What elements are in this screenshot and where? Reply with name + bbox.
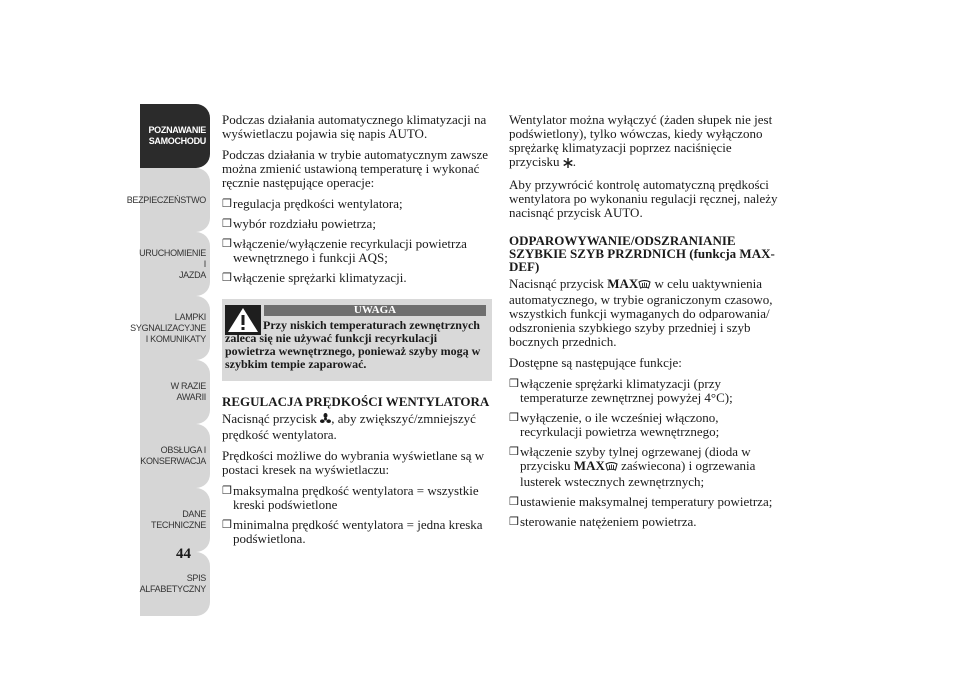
list-item: ❒ włączenie sprężarki klimatyzacji. <box>222 270 407 285</box>
list-item: ❒ sterowanie natężeniem powietrza. <box>509 514 697 529</box>
paragraph: Prędkości możliwe do wybrania wyświetlane są w postaci kresek na wyświetlaczu: <box>222 448 485 477</box>
section-heading: ODPAROWYWANIE/ODSZRANIANIE SZYBKIE SZYB PRZRDNICH (funkcja MAX-DEF) <box>509 233 775 274</box>
bullet-icon: ❒ <box>509 412 519 424</box>
paragraph: Podczas działania automatycznego klimatyzacji na wyświetlaczu pojawia się napis AUTO. <box>222 112 487 141</box>
section-heading: REGULACJA PRĘDKOŚCI WENTYLATORA <box>222 394 490 409</box>
bullet-icon: ❒ <box>222 485 232 497</box>
warning-box <box>222 299 492 381</box>
fan-icon <box>320 413 331 428</box>
tab-uruchomienie-i-jazda[interactable]: URUCHOMIENIE I JAZDA <box>140 232 210 296</box>
paragraph: Aby przywrócić kontrolę automatyczną prędkości wentylatora po wykonaniu regulacji ręcznej, należy nacisnąć przycisk AUTO. <box>509 177 778 220</box>
list-item: ❒ włączenie sprężarki klimatyzacji (przy temperaturze zewnętrznej powyżej 4°C); <box>509 376 733 405</box>
bullet-icon: ❒ <box>222 272 232 284</box>
tab-spis-alfabetyczny[interactable]: SPIS ALFABETYCZNY <box>140 552 210 616</box>
bullet-icon: ❒ <box>222 218 232 230</box>
list-item: ❒ wyłączenie, o ile wcześniej włączono, recyrkulacji powietrza wewnętrznego; <box>509 410 720 439</box>
paragraph: Podczas działania w trybie automatycznym zawsze można zmienić ustawioną temperaturę i wykonać ręcznie następujące operacje: <box>222 147 489 190</box>
page-number: 44 <box>176 546 191 562</box>
defrost-icon <box>638 279 651 293</box>
tab-bezpieczenstwo[interactable]: BEZPIECZEŃSTWO <box>140 168 210 232</box>
list-item: ❒ ustawienie maksymalnej temperatury powietrza; <box>509 494 773 509</box>
tab-dane-techniczne[interactable]: DANE TECHNICZNE <box>140 488 210 552</box>
paragraph: Nacisnąć przycisk , aby zwiększyć/zmniejszyć prędkość wentylatora. <box>222 411 476 442</box>
bullet-icon: ❒ <box>222 519 232 531</box>
list-item: ❒ maksymalna prędkość wentylatora = wszystkie kreski podświetlone <box>222 483 479 512</box>
left-column <box>222 113 492 552</box>
snowflake-icon <box>563 157 573 171</box>
paragraph: Nacisnąć przycisk MAX w celu uaktywnienia automatycznego, w trybie ograniczonym czasowo, wszystkich funkcji wymaganych do odparowania/ odszronienia szybkiego szyby przedniej i szyb bocznych przednich. <box>509 276 773 349</box>
bullet-icon: ❒ <box>222 238 232 250</box>
bullet-icon: ❒ <box>509 446 519 458</box>
list-item: ❒ minimalna prędkość wentylatora = jedna kreska podświetlona. <box>222 517 483 546</box>
paragraph: Dostępne są następujące funkcje: <box>509 355 682 370</box>
list-item: ❒ włączenie szyby tylnej ogrzewanej (dioda w przycisku MAX zaświecona) i ogrzewania lusterek wstecznych zewnętrznych; <box>509 444 756 489</box>
warning-text: Przy niskich temperaturach zewnętrznych zaleca się nie używać funkcji recyrkulacji powietrza wewnętrznego, ponieważ szyby mogą w szybkim tempie zaparować. <box>225 318 481 371</box>
list-item: ❒ włączenie/wyłączenie recyrkulacji powietrza wewnętrznego i funkcji AQS; <box>222 236 467 265</box>
list-item: ❒ regulacja prędkości wentylatora; <box>222 196 403 211</box>
bullet-icon: ❒ <box>509 496 519 508</box>
tab-w-razie-awarii[interactable]: W RAZIE AWARII <box>140 360 210 424</box>
tab-lampki-sygnalizacyjne[interactable]: LAMPKI SYGNALIZACYJNE I KOMUNIKATY <box>140 296 210 360</box>
tab-poznawanie-samochodu[interactable]: POZNAWANIE SAMOCHODU <box>140 104 210 168</box>
list-item: ❒ wybór rozdziału powietrza; <box>222 216 376 231</box>
bullet-icon: ❒ <box>222 198 232 210</box>
warning-title: UWAGA <box>264 305 486 316</box>
bullet-icon: ❒ <box>509 378 519 390</box>
bullet-icon: ❒ <box>509 516 519 528</box>
defrost-icon <box>605 461 618 475</box>
tab-obsluga-i-konserwacja[interactable]: OBSŁUGA I KONSERWACJA <box>140 424 210 488</box>
paragraph: Wentylator można wyłączyć (żaden słupek nie jest podświetlony), tylko wówczas, kiedy wyłączono sprężarkę klimatyzacji poprzez naciśnięcie przycisku . <box>509 112 773 169</box>
right-column <box>509 113 779 535</box>
